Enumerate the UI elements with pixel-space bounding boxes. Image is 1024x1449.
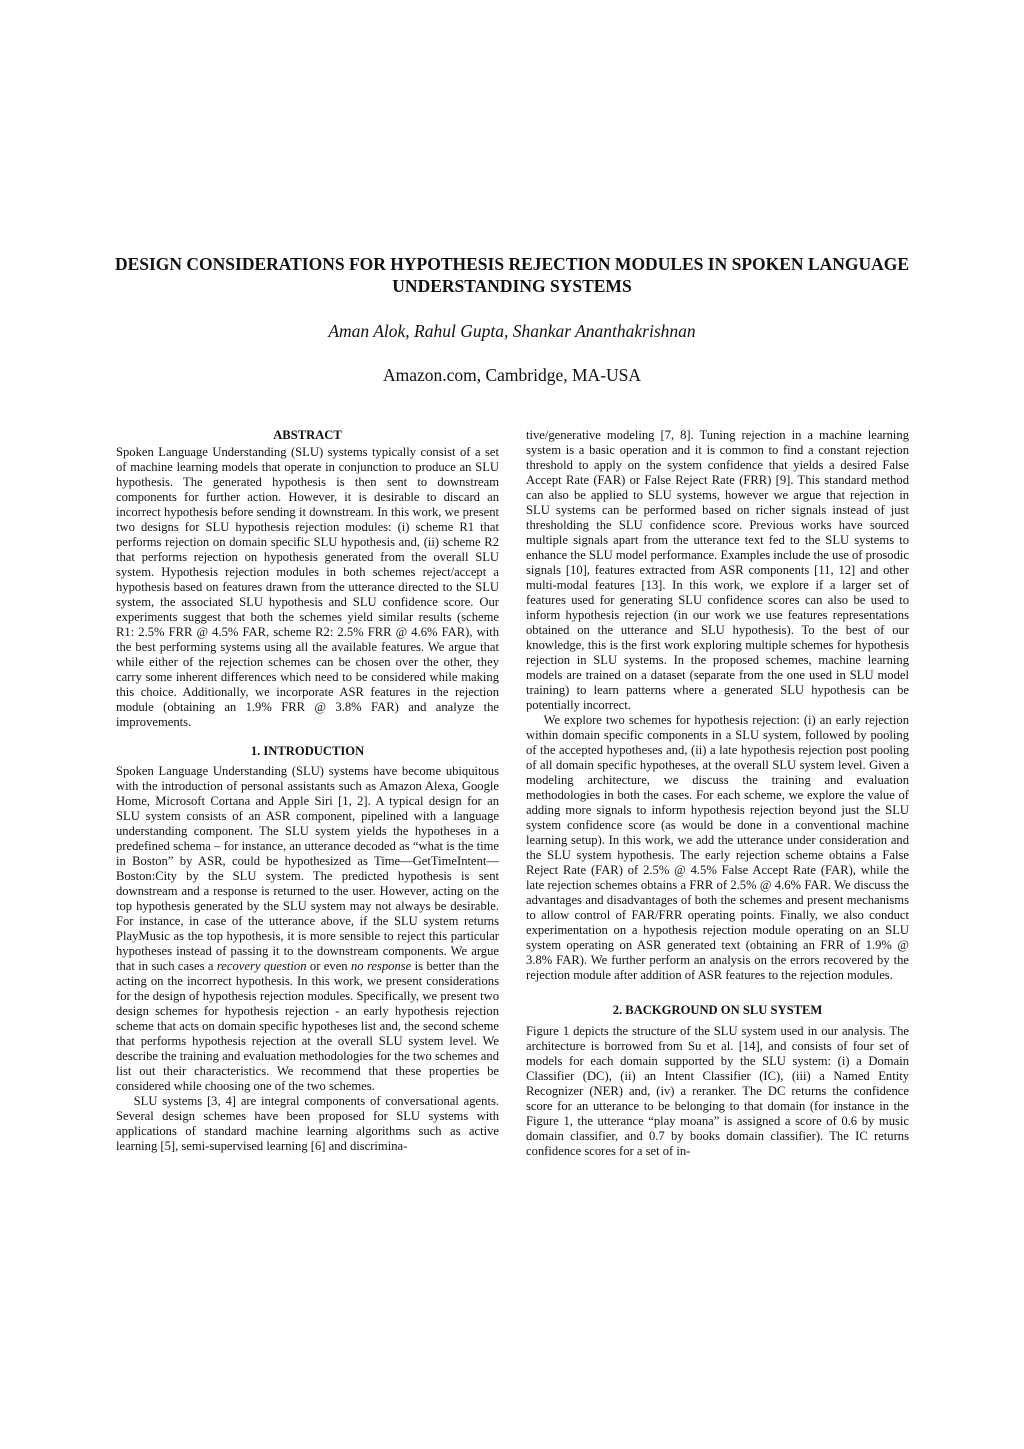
abstract-text: Spoken Language Understanding (SLU) systems typically consist of a set of machine learning models that operate in conjunction to produce an SLU hypothesis. The generated hypothesis is then sent to downstream components for further action. However, it is desirable to discard an incorrect hypothesis before sending it downstream. In this work, we present two designs for SLU hypothesis rejection modules: (i) scheme R1 that performs rejection on domain specific SLU hypothesis and, (ii) scheme R2 that performs rejection on hypothesis generated from the overall SLU system. Hypothesis rejection modules in both schemes reject/accept a hypothesis based on features drawn from the utterance directed to the SLU system, the associated SLU hypothesis and SLU confidence score. Our experiments suggest that both the schemes yield similar results (scheme R1: 2.5% FRR @ 4.5% FAR, scheme R2: 2.5% FRR @ 4.6% FAR), with the best performing systems using all the available features. We argue that while either of the rejection schemes can be chosen over the other, they carry some inherent differences which need to be considered while making this choice. Additionally, we incorporate ASR features in the rejection module (obtaining an 1.9% FRR @ 3.8% FAR) and analyze the improvements.: [116, 445, 499, 729]
background-paragraph-1: Figure 1 depicts the structure of the SLU system used in our analysis. The architecture is borrowed from Su et al. [14], and consists of four set of models for each domain supported by the SLU system: (i) a Domain Classifier (DC), (ii) an Intent Classifier (IC), (iii) a Named Entity Recognizer (NER) and, (iv) a reranker. The DC returns the confidence score for an utterance to be belonging to that domain (for instance in the Figure 1, the utterance “play moana” is assigned a score of 0.6 by music domain classifier, and 0.7 by books domain classifier). The IC returns confidence scores for a set of in-: [526, 1024, 909, 1158]
abstract-heading: ABSTRACT: [273, 428, 342, 442]
intro-p1-emphasis-2: no response: [350, 959, 412, 973]
intro-paragraph-2-continued: tive/generative modeling [7, 8]. Tuning rejection in a machine learning system is a basic operation and it is common to find a constant rejection threshold to apply on the system confidence that yields a desired False Accept Rate (FAR) or False Reject Rate (FRR) [9]. This standard method can also be applied to SLU systems, however we argue that rejection in SLU systems can be performed based on richer signals instead of just thresholding the SLU confidence score. Previous works have sourced multiple signals apart from the utterance text fed to the SLU systems to enhance the SLU model performance. Examples include the use of prosodic signals [10], features extracted from ASR components [11, 12] and other multi-modal features [13]. In this work, we explore if a larger set of features used for generating SLU confidence scores can also be used to inform hypothesis rejection (in our work we use features representations obtained on the utterance and SLU hypothesis). To the best of our knowledge, this is the first work exploring multiple schemes for hypothesis rejection in SLU systems. In the proposed schemes, machine learning models are trained on a dataset (separate from the one used in SLU model training) to learn patterns where a generated SLU hypothesis can be potentially incorrect.: [526, 428, 909, 712]
intro-p1-text-c: is better than the acting on the incorrect hypothesis. In this work, we present considerations for the design of hypothesis rejection modules. Specifically, we present two design schemes for hypothesis rejection - an early hypothesis rejection scheme that acts on domain specific hypotheses list and, the second scheme that performs hypothesis rejection at the overall SLU system level. We describe the training and evaluation methodologies for the two schemes and list out their characteristics. We recommend that these properties be considered while choosing one of the two schemes.: [116, 959, 499, 1093]
background-heading: 2. BACKGROUND ON SLU SYSTEM: [612, 1003, 823, 1017]
intro-p1-text-a: Spoken Language Understanding (SLU) systems have become ubiquitous with the introduction of personal assistants such as Amazon Alexa, Google Home, Microsoft Cortana and Apple Siri [1, 2]. A typical design for an SLU system consists of an ASR component, pipelined with a language understanding component. The SLU system yields the hypotheses in a predefined schema – for instance, an utterance decoded as “what is the time in Boston” by ASR, could be hypothesized as Time—GetTimeIntent—Boston:City by the SLU system. The predicted hypothesis is sent downstream and a response is returned to the user. However, acting on the top hypothesis generated by the SLU system may not always be desirable. For instance, in case of the utterance above, if the SLU system returns PlayMusic as the top hypothesis, it is more sensible to reject this particular hypotheses instead of passing it to the downstream components. We argue that in such cases a: [116, 764, 499, 973]
introduction-heading: 1. INTRODUCTION: [250, 744, 365, 758]
intro-paragraph-3: We explore two schemes for hypothesis rejection: (i) an early rejection within domain specific components in a SLU system, followed by pooling of the accepted hypotheses and, (ii) a late hypothesis rejection post pooling of all domain specific hypotheses, at the overall SLU system level. Given a modeling architecture, we discuss the training and evaluation methodologies in both the cases. For each scheme, we explore the value of adding more signals to inform hypothesis rejection beyond just the SLU system confidence score (as would be done in a conventional machine learning setup). In this work, we add the utterance under consideration and the SLU system hypothesis. The early rejection scheme obtains a False Reject Rate (FAR) of 2.5% @ 4.5% False Accept Rate (FAR), while the late rejection schemes obtains a FRR of 2.5% @ 4.6% FAR. We discuss the advantages and disadvantages of both the schemes and present mechanisms to allow control of FAR/FRR operating points. Finally, we also conduct experimentation on a hypothesis rejection module operating on an SLU system operating on ASR generated text (obtaining an FRR of 1.9% @ 3.8% FAR). We further perform an analysis on the errors recovered by the rejection module after addition of ASR features to the rejection modules.: [526, 713, 909, 982]
intro-paragraph-1: [116, 764, 499, 1094]
right-column: [526, 428, 909, 1159]
left-column: [116, 428, 499, 1154]
author-list: Aman Alok, Rahul Gupta, Shankar Ananthakrishnan: [328, 321, 696, 341]
affiliation: Amazon.com, Cambridge, MA-USA: [382, 365, 642, 385]
paper-title: DESIGN CONSIDERATIONS FOR HYPOTHESIS REJECTION MODULES IN SPOKEN LANGUAGE UNDERSTANDING SYSTEMS: [114, 254, 910, 296]
intro-paragraph-2: SLU systems [3, 4] are integral components of conversational agents. Several design schemes have been proposed for SLU systems with applications of standard machine learning algorithms such as active learning [5], semi-supervised learning [6] and discrimina-: [116, 1094, 499, 1153]
intro-p1-emphasis-1: recovery question: [216, 959, 307, 973]
intro-p1-text-b: or even: [309, 959, 348, 973]
